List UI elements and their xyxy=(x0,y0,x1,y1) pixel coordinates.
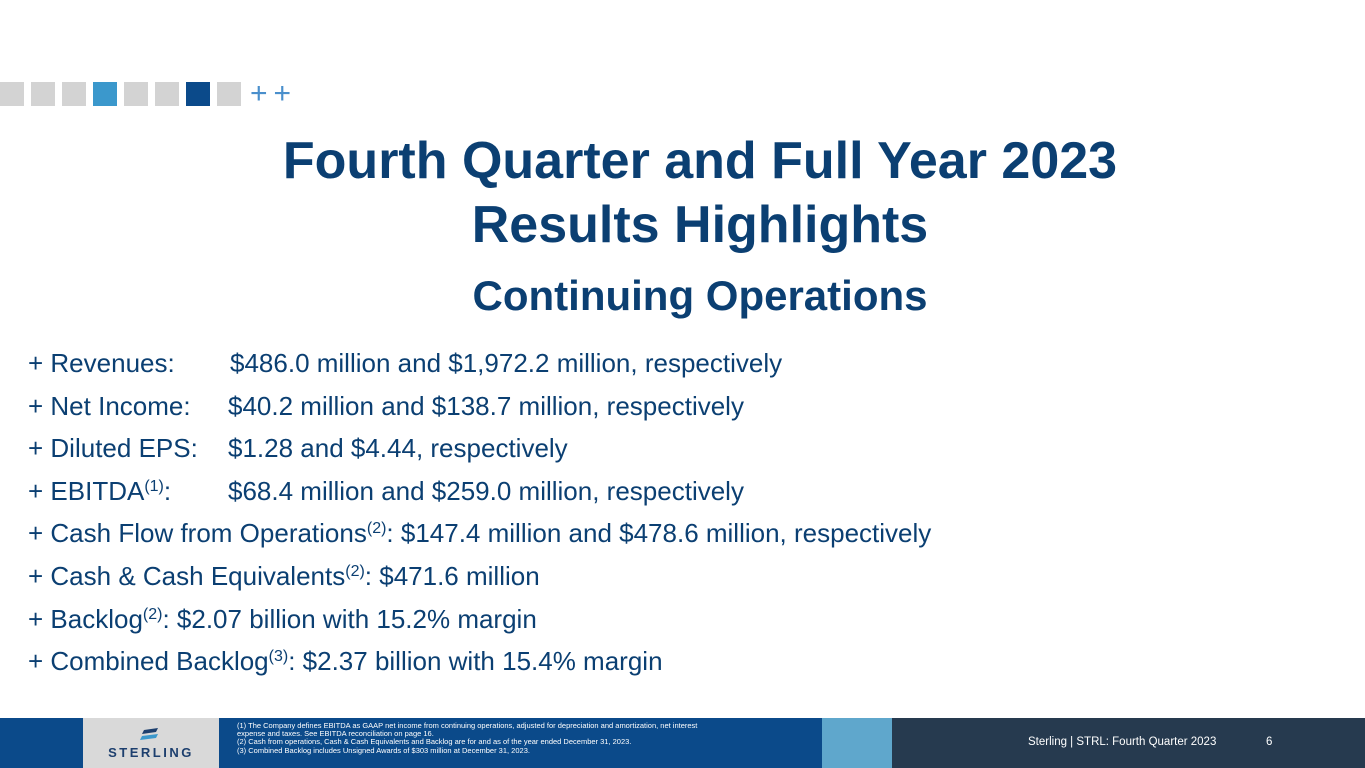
bullet-label: + Diluted EPS: xyxy=(28,433,198,464)
footnote-line: expense and taxes. See EBITDA reconciliation on page 16. xyxy=(237,729,434,739)
sterling-logo xyxy=(83,718,219,768)
bullet-label: + EBITDA xyxy=(28,475,145,506)
gray-square xyxy=(124,82,148,106)
bullet-label: + Net Income: xyxy=(28,390,191,421)
gray-square xyxy=(217,82,241,106)
plus-icon: + xyxy=(273,77,292,110)
bullet-backlog xyxy=(28,598,931,641)
logo-text: STERLING xyxy=(108,744,194,760)
bullet-label: + Cash & Cash Equivalents xyxy=(28,560,346,591)
bullet-value: $1.28 and $4.44, respectively xyxy=(228,433,568,464)
bullet-cash-flow xyxy=(28,512,931,555)
bullet-label: + Backlog xyxy=(28,603,143,634)
footnote-line: (3) Combined Backlog includes Unsigned Awards of $303 million at December 31, 2023. xyxy=(237,745,530,755)
footnote-ref: (2) xyxy=(345,562,365,580)
page-number: 6 xyxy=(1266,736,1273,748)
slide-footer xyxy=(0,718,1365,768)
footnote-ref: (3) xyxy=(268,648,289,666)
bullet-value: : $147.4 million and $478.6 million, respectively xyxy=(386,518,932,549)
footnote-ref: (2) xyxy=(366,520,387,538)
bullet-label: + Combined Backlog xyxy=(28,646,269,677)
sterling-logo-icon xyxy=(134,727,168,741)
slide-title-line2: Results Highlights xyxy=(471,196,929,254)
bullet-combined-backlog xyxy=(28,640,931,683)
gray-square xyxy=(31,82,55,106)
bullet-net-income xyxy=(28,385,931,428)
footer-light-block xyxy=(822,718,892,768)
footer-blue-block xyxy=(0,718,83,768)
bullet-revenues xyxy=(28,342,931,385)
footer-dark-block xyxy=(892,718,1365,768)
gray-square xyxy=(155,82,179,106)
bullet-value: $68.4 million and $259.0 million, respectively xyxy=(228,475,744,506)
footnote-ref: (1) xyxy=(144,477,164,495)
bullet-colon: : xyxy=(163,475,172,506)
bullet-value: : $471.6 million xyxy=(364,560,540,591)
bullet-value: $40.2 million and $138.7 million, respectively xyxy=(228,390,744,421)
bullet-label: + Cash Flow from Operations xyxy=(28,518,367,549)
bullet-label: + Revenues: xyxy=(28,348,175,378)
footnote-line: (1) The Company defines EBITDA as GAAP net income from continuing operations, adjusted for depreciation and amortization, net interest xyxy=(237,721,698,730)
bullet-label-group xyxy=(28,470,228,513)
slide-subtitle: Continuing Operations xyxy=(472,272,928,319)
bullet-diluted-eps xyxy=(28,427,931,470)
decorative-squares xyxy=(0,77,295,110)
highlights-list xyxy=(28,342,931,683)
bullet-value: : $2.07 billion with 15.2% margin xyxy=(162,603,537,634)
bullet-value: : $2.37 billion with 15.4% margin xyxy=(288,646,663,677)
footnotes xyxy=(219,718,822,768)
bullet-cash-equivalents xyxy=(28,555,931,598)
bullet-value: $486.0 million and $1,972.2 million, respectively xyxy=(230,348,783,378)
footnote-ref: (2) xyxy=(142,605,163,623)
gray-square xyxy=(0,82,24,106)
dark-blue-square xyxy=(186,82,210,106)
plus-icon: + xyxy=(250,77,268,110)
footer-company-line: Sterling | STRL: Fourth Quarter 2023 xyxy=(1028,736,1217,748)
bullet-ebitda xyxy=(28,470,931,513)
light-blue-square xyxy=(93,82,117,106)
slide-title-line1: Fourth Quarter and Full Year 2023 xyxy=(282,132,1118,190)
gray-square xyxy=(62,82,86,106)
footnote-line: (2) Cash from operations, Cash & Cash Equivalents and Backlog are for and as of the year ended December 31, 2023. xyxy=(237,737,632,747)
